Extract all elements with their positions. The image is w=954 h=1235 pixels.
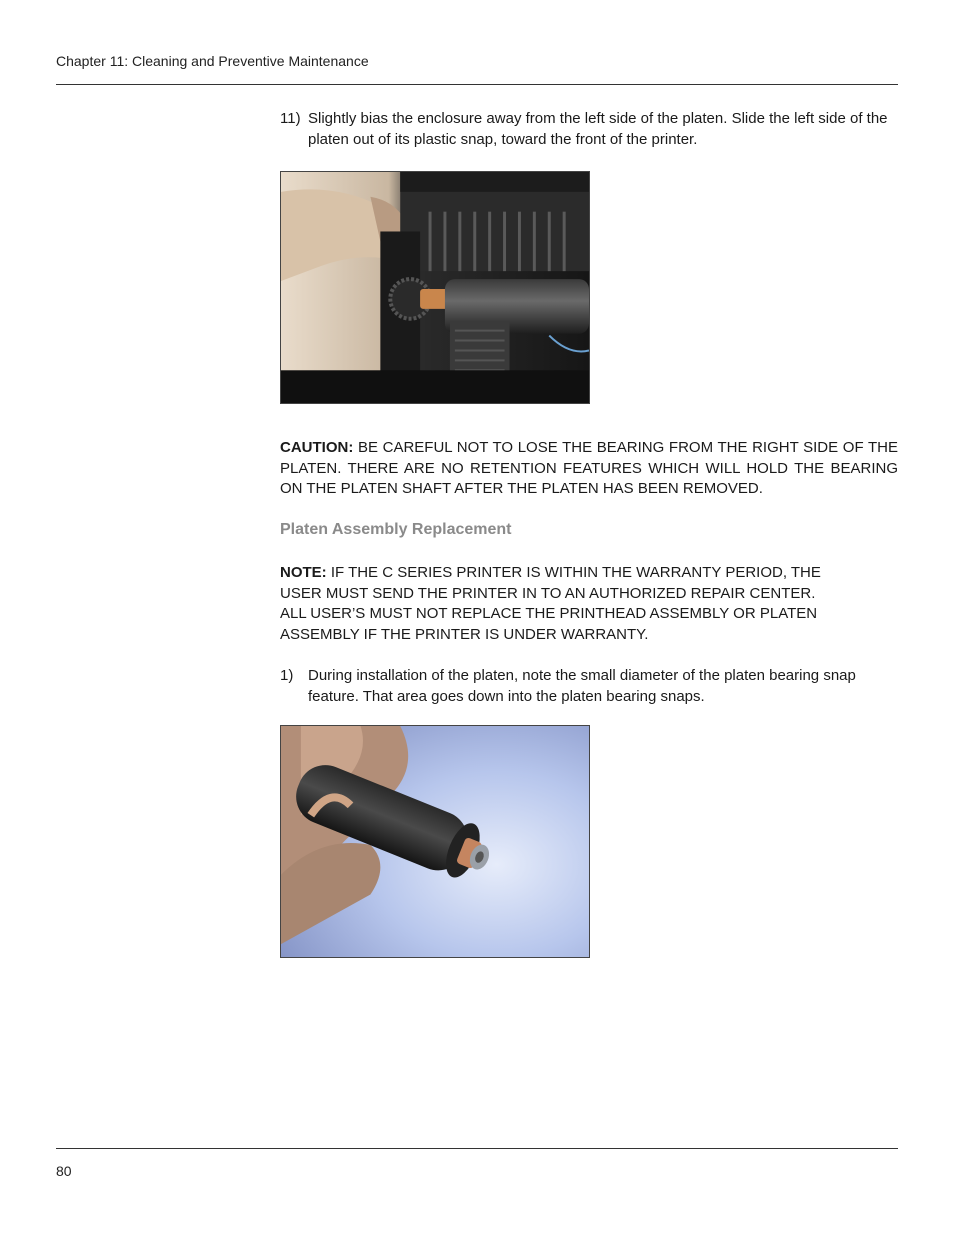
chapter-header: Chapter 11: Cleaning and Preventive Maintenance [56,53,369,69]
caution-text: BE CAREFUL NOT TO LOSE THE BEARING FROM THE RIGHT SIDE OF THE PLATEN. THERE ARE NO RETENTION FEATURES WHICH WILL HOLD THE BEARING ON THE PLATEN SHAFT AFTER THE PLATEN HAS BEEN REMOVED. [280,439,898,497]
warranty-note [280,563,840,645]
platen-removal-illustration [281,172,589,403]
page-number: 80 [56,1163,72,1179]
header-divider [56,84,898,85]
note-text: IF THE C SERIES PRINTER IS WITHIN THE WARRANTY PERIOD, THE USER MUST SEND THE PRINTER IN TO AN AUTHORIZED REPAIR CENTER. ALL USER’S MUST NOT REPLACE THE PRINTHEAD ASSEMBLY OR PLATEN ASSEMBLY IF THE PRINTER IS UNDER WARRANTY. [280,564,821,643]
caution-label: CAUTION: [280,439,354,456]
step-1 [280,666,898,707]
section-heading: Platen Assembly Replacement [280,521,512,538]
platen-bearing-illustration [281,726,589,957]
footer-divider [56,1148,898,1149]
photo-platen-removal [280,171,590,404]
step-11 [280,109,898,150]
step-number: 11) [280,110,301,127]
step-text: During installation of the platen, note the small diameter of the platen bearing snap feature. That area goes down into the platen bearing snaps. [308,667,856,705]
note-label: NOTE: [280,564,327,581]
step-number: 1) [280,667,294,684]
step-text: Slightly bias the enclosure away from the left side of the platen. Slide the left side of the platen out of its plastic snap, toward the front of the printer. [308,110,888,148]
caution-notice [280,438,898,500]
photo-platen-bearing [280,725,590,958]
